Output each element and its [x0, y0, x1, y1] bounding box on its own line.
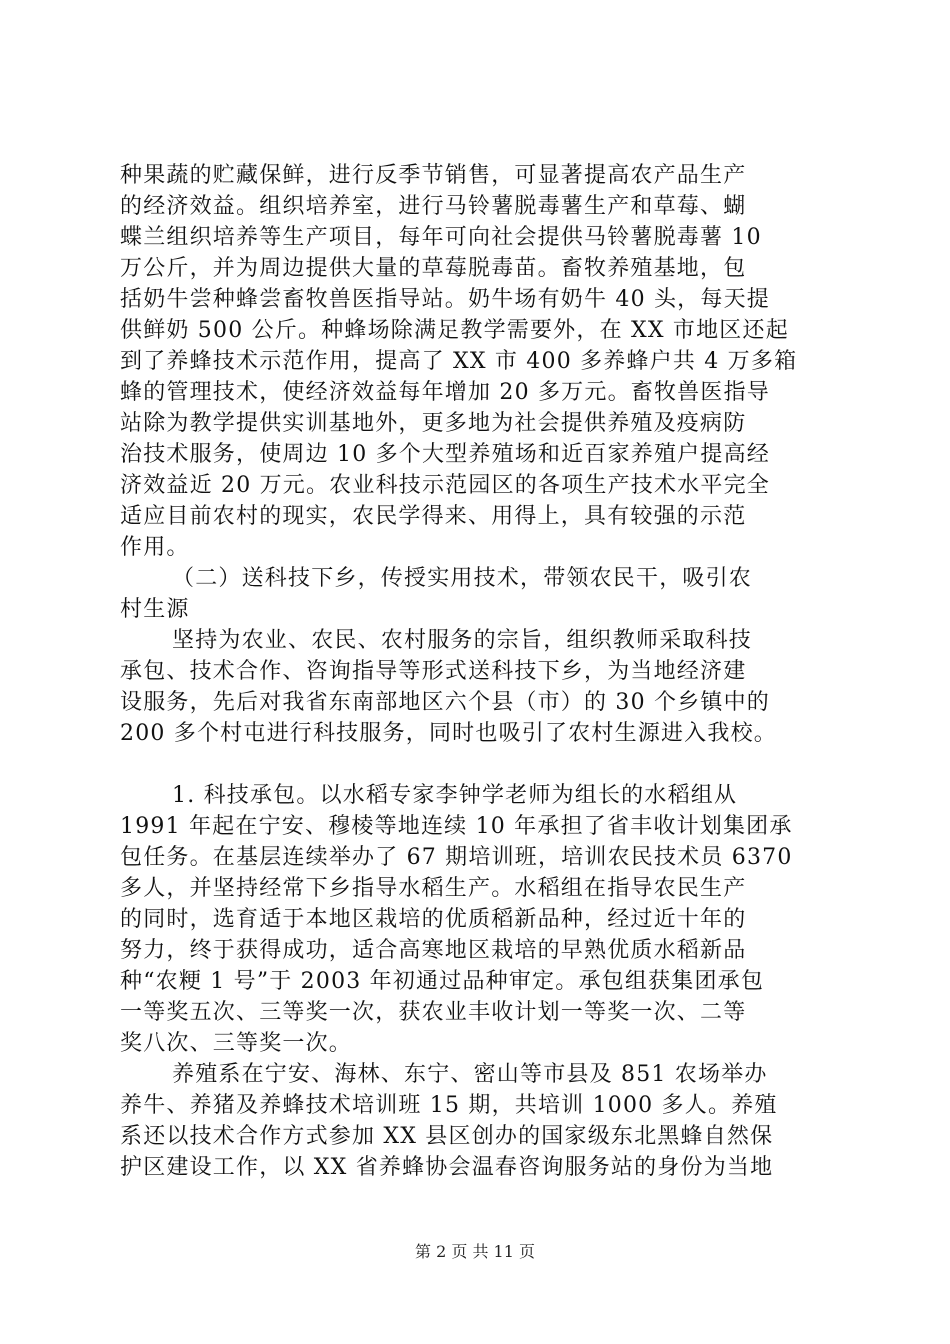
text-line: 努力，终于获得成功，适合高寒地区栽培的早熟优质水稻新品	[120, 938, 747, 963]
section-heading-continued: 村生源	[120, 597, 190, 622]
paragraph-gap	[120, 749, 832, 780]
text-line: 济效益近 20 万元。农业科技示范园区的各项生产技术水平完全	[120, 473, 770, 498]
text-line: 种“农粳 1 号”于 2003 年初通过品种审定。承包组获集团承包	[120, 969, 765, 994]
text-line: 到了养蜂技术示范作用，提高了 XX 市 400 多养蜂户共 4 万多箱	[120, 349, 798, 374]
text-line: 适应目前农村的现实，农民学得来、用得上，具有较强的示范	[120, 504, 747, 529]
text-line: 供鲜奶 500 公斤。种蜂场除满足教学需要外，在 XX 市地区还起	[120, 318, 789, 343]
text-line: 一等奖五次、三等奖一次，获农业丰收计划一等奖一次、二等	[120, 1000, 747, 1025]
text-line: 蜂的管理技术，使经济效益每年增加 20 多万元。畜牧兽医指导	[120, 380, 770, 405]
text-line: 坚持为农业、农民、农村服务的宗旨，组织教师采取科技	[172, 628, 753, 653]
text-line: 治技术服务，使周边 10 多个大型养殖场和近百家养殖户提高经	[120, 442, 770, 467]
text-line: 1991 年起在宁安、穆棱等地连续 10 年承担了省丰收计划集团承	[120, 814, 793, 839]
text-line: 奖八次、三等奖一次。	[120, 1031, 353, 1056]
text-line: 站除为教学提供实训基地外，更多地为社会提供养殖及疫病防	[120, 411, 747, 436]
text-line: 1. 科技承包。以水稻专家李钟学老师为组长的水稻组从	[172, 783, 738, 808]
text-line: 200 多个村屯进行科技服务，同时也吸引了农村生源进入我校。	[120, 721, 777, 746]
text-line: 护区建设工作，以 XX 省养蜂协会温春咨询服务站的身份为当地	[120, 1155, 774, 1180]
text-line: 作用。	[120, 535, 190, 560]
page-number-footer: 第 2 页 共 11 页	[415, 1242, 535, 1261]
text-line: 多人，并坚持经常下乡指导水稻生产。水稻组在指导农民生产	[120, 876, 747, 901]
text-line: 养殖系在宁安、海林、东宁、密山等市县及 851 农场举办	[172, 1062, 768, 1087]
text-line: 的同时，选育适于本地区栽培的优质稻新品种，经过近十年的	[120, 907, 747, 932]
text-line: 承包、技术合作、咨询指导等形式送科技下乡，为当地经济建	[120, 659, 747, 684]
text-line: 种果蔬的贮藏保鲜，进行反季节销售，可显著提高农产品生产	[120, 163, 747, 188]
text-line: 万公斤，并为周边提供大量的草莓脱毒苗。畜牧养殖基地，包	[120, 256, 747, 281]
text-line: 设服务，先后对我省东南部地区六个县（市）的 30 个乡镇中的	[120, 690, 770, 715]
text-line: 的经济效益。组织培养室，进行马铃薯脱毒薯生产和草莓、蝴	[120, 194, 747, 219]
text-line: 包任务。在基层连续举办了 67 期培训班，培训农民技术员 6370	[120, 845, 793, 870]
body-text	[120, 160, 832, 1183]
section-heading: （二）送科技下乡，传授实用技术，带领农民干，吸引农	[172, 566, 753, 591]
text-line: 养牛、养猪及养蜂技术培训班 15 期，共培训 1000 多人。养殖	[120, 1093, 778, 1118]
text-line: 括奶牛尝种蜂尝畜牧兽医指导站。奶牛场有奶牛 40 头，每天提	[120, 287, 770, 312]
text-line: 系还以技术合作方式参加 XX 县区创办的国家级东北黑蜂自然保	[120, 1124, 774, 1149]
text-line: 蝶兰组织培养等生产项目，每年可向社会提供马铃薯脱毒薯 10	[120, 225, 762, 250]
